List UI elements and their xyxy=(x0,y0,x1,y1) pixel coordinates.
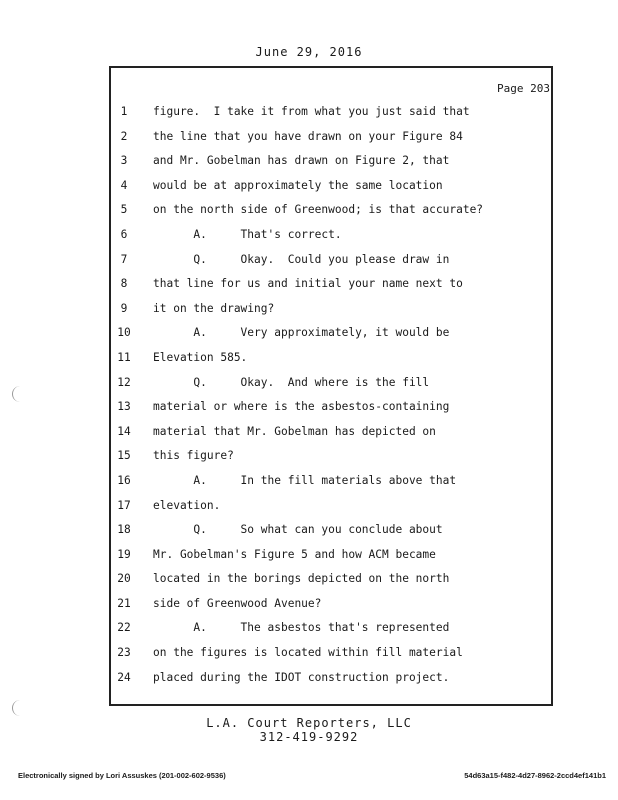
transcript-line: placed during the IDOT construction project. xyxy=(153,670,450,684)
line-number: 7 xyxy=(120,252,128,266)
transcript-line: on the north side of Greenwood; is that accurate? xyxy=(153,203,484,217)
reporter-company: L.A. Court Reporters, LLC xyxy=(206,716,412,730)
line-number: 23 xyxy=(117,646,131,660)
line-number: 18 xyxy=(117,523,131,537)
transcript-line: Q. So what can you conclude about xyxy=(153,523,443,537)
transcript-line: A. Very approximately, it would be xyxy=(153,326,450,340)
transcript-line: on the figures is located within fill material xyxy=(153,646,463,660)
transcript-line: and Mr. Gobelman has drawn on Figure 2, that xyxy=(153,154,450,168)
transcript-line: Mr. Gobelman's Figure 5 and how ACM became xyxy=(153,547,436,561)
line-number: 10 xyxy=(117,326,131,340)
page-number: Page 203 xyxy=(497,82,550,95)
line-number: 24 xyxy=(117,670,131,684)
line-number: 16 xyxy=(117,473,131,487)
line-number: 5 xyxy=(120,203,128,217)
transcript-date: June 29, 2016 xyxy=(255,45,363,59)
transcript-line: figure. I take it from what you just said that xyxy=(153,105,470,118)
line-number: 20 xyxy=(117,572,131,586)
transcript-line: A. The asbestos that's represented xyxy=(153,621,450,635)
line-number: 13 xyxy=(117,400,131,414)
line-number: 22 xyxy=(117,621,131,635)
line-number: 14 xyxy=(117,424,131,438)
line-number: 11 xyxy=(117,350,131,364)
transcript-line: Q. Okay. Could you please draw in xyxy=(153,252,450,266)
transcript-line: A. In the fill materials above that xyxy=(153,473,457,487)
transcript-line: material or where is the asbestos-containing xyxy=(153,400,450,414)
punch-hole-mark xyxy=(12,386,27,402)
transcript-line: located in the borings depicted on the north xyxy=(153,572,450,586)
transcript-line: A. That's correct. xyxy=(153,227,342,241)
line-number: 21 xyxy=(117,596,131,610)
transcript-line: elevation. xyxy=(153,498,221,512)
line-number: 8 xyxy=(120,277,128,291)
transcript-line: it on the drawing? xyxy=(153,301,275,315)
transcript-line: Q. Okay. And where is the fill xyxy=(153,375,430,389)
line-number: 12 xyxy=(117,375,131,389)
footer xyxy=(0,716,618,744)
document-hash: 54d63a15-f482-4d27-8962-2ccd4ef141b1 xyxy=(464,771,606,780)
transcript-line: this figure? xyxy=(153,449,234,463)
line-number: 19 xyxy=(117,547,131,561)
e-signature-note: Electronically signed by Lori Assuskes (201-002-602-9536) xyxy=(18,771,226,780)
transcript-line: Elevation 585. xyxy=(153,350,248,364)
transcript-line: the line that you have drawn on your Figure 84 xyxy=(153,129,463,143)
line-number: 3 xyxy=(120,154,128,168)
transcript-line: side of Greenwood Avenue? xyxy=(153,596,322,610)
transcript-text xyxy=(153,100,543,690)
line-number: 9 xyxy=(120,301,128,315)
line-number: 6 xyxy=(120,227,128,241)
line-number: 17 xyxy=(117,498,131,512)
transcript-line: material that Mr. Gobelman has depicted on xyxy=(153,424,436,438)
line-number: 4 xyxy=(120,178,128,192)
line-number: 2 xyxy=(120,129,128,143)
punch-hole-mark xyxy=(12,700,27,716)
transcript-line: would be at approximately the same location xyxy=(153,178,443,192)
line-number: 1 xyxy=(120,105,128,118)
line-number-column xyxy=(112,100,136,690)
line-number: 15 xyxy=(117,449,131,463)
reporter-phone: 312-419-9292 xyxy=(259,730,359,744)
transcript-line: that line for us and initial your name next to xyxy=(153,277,463,291)
